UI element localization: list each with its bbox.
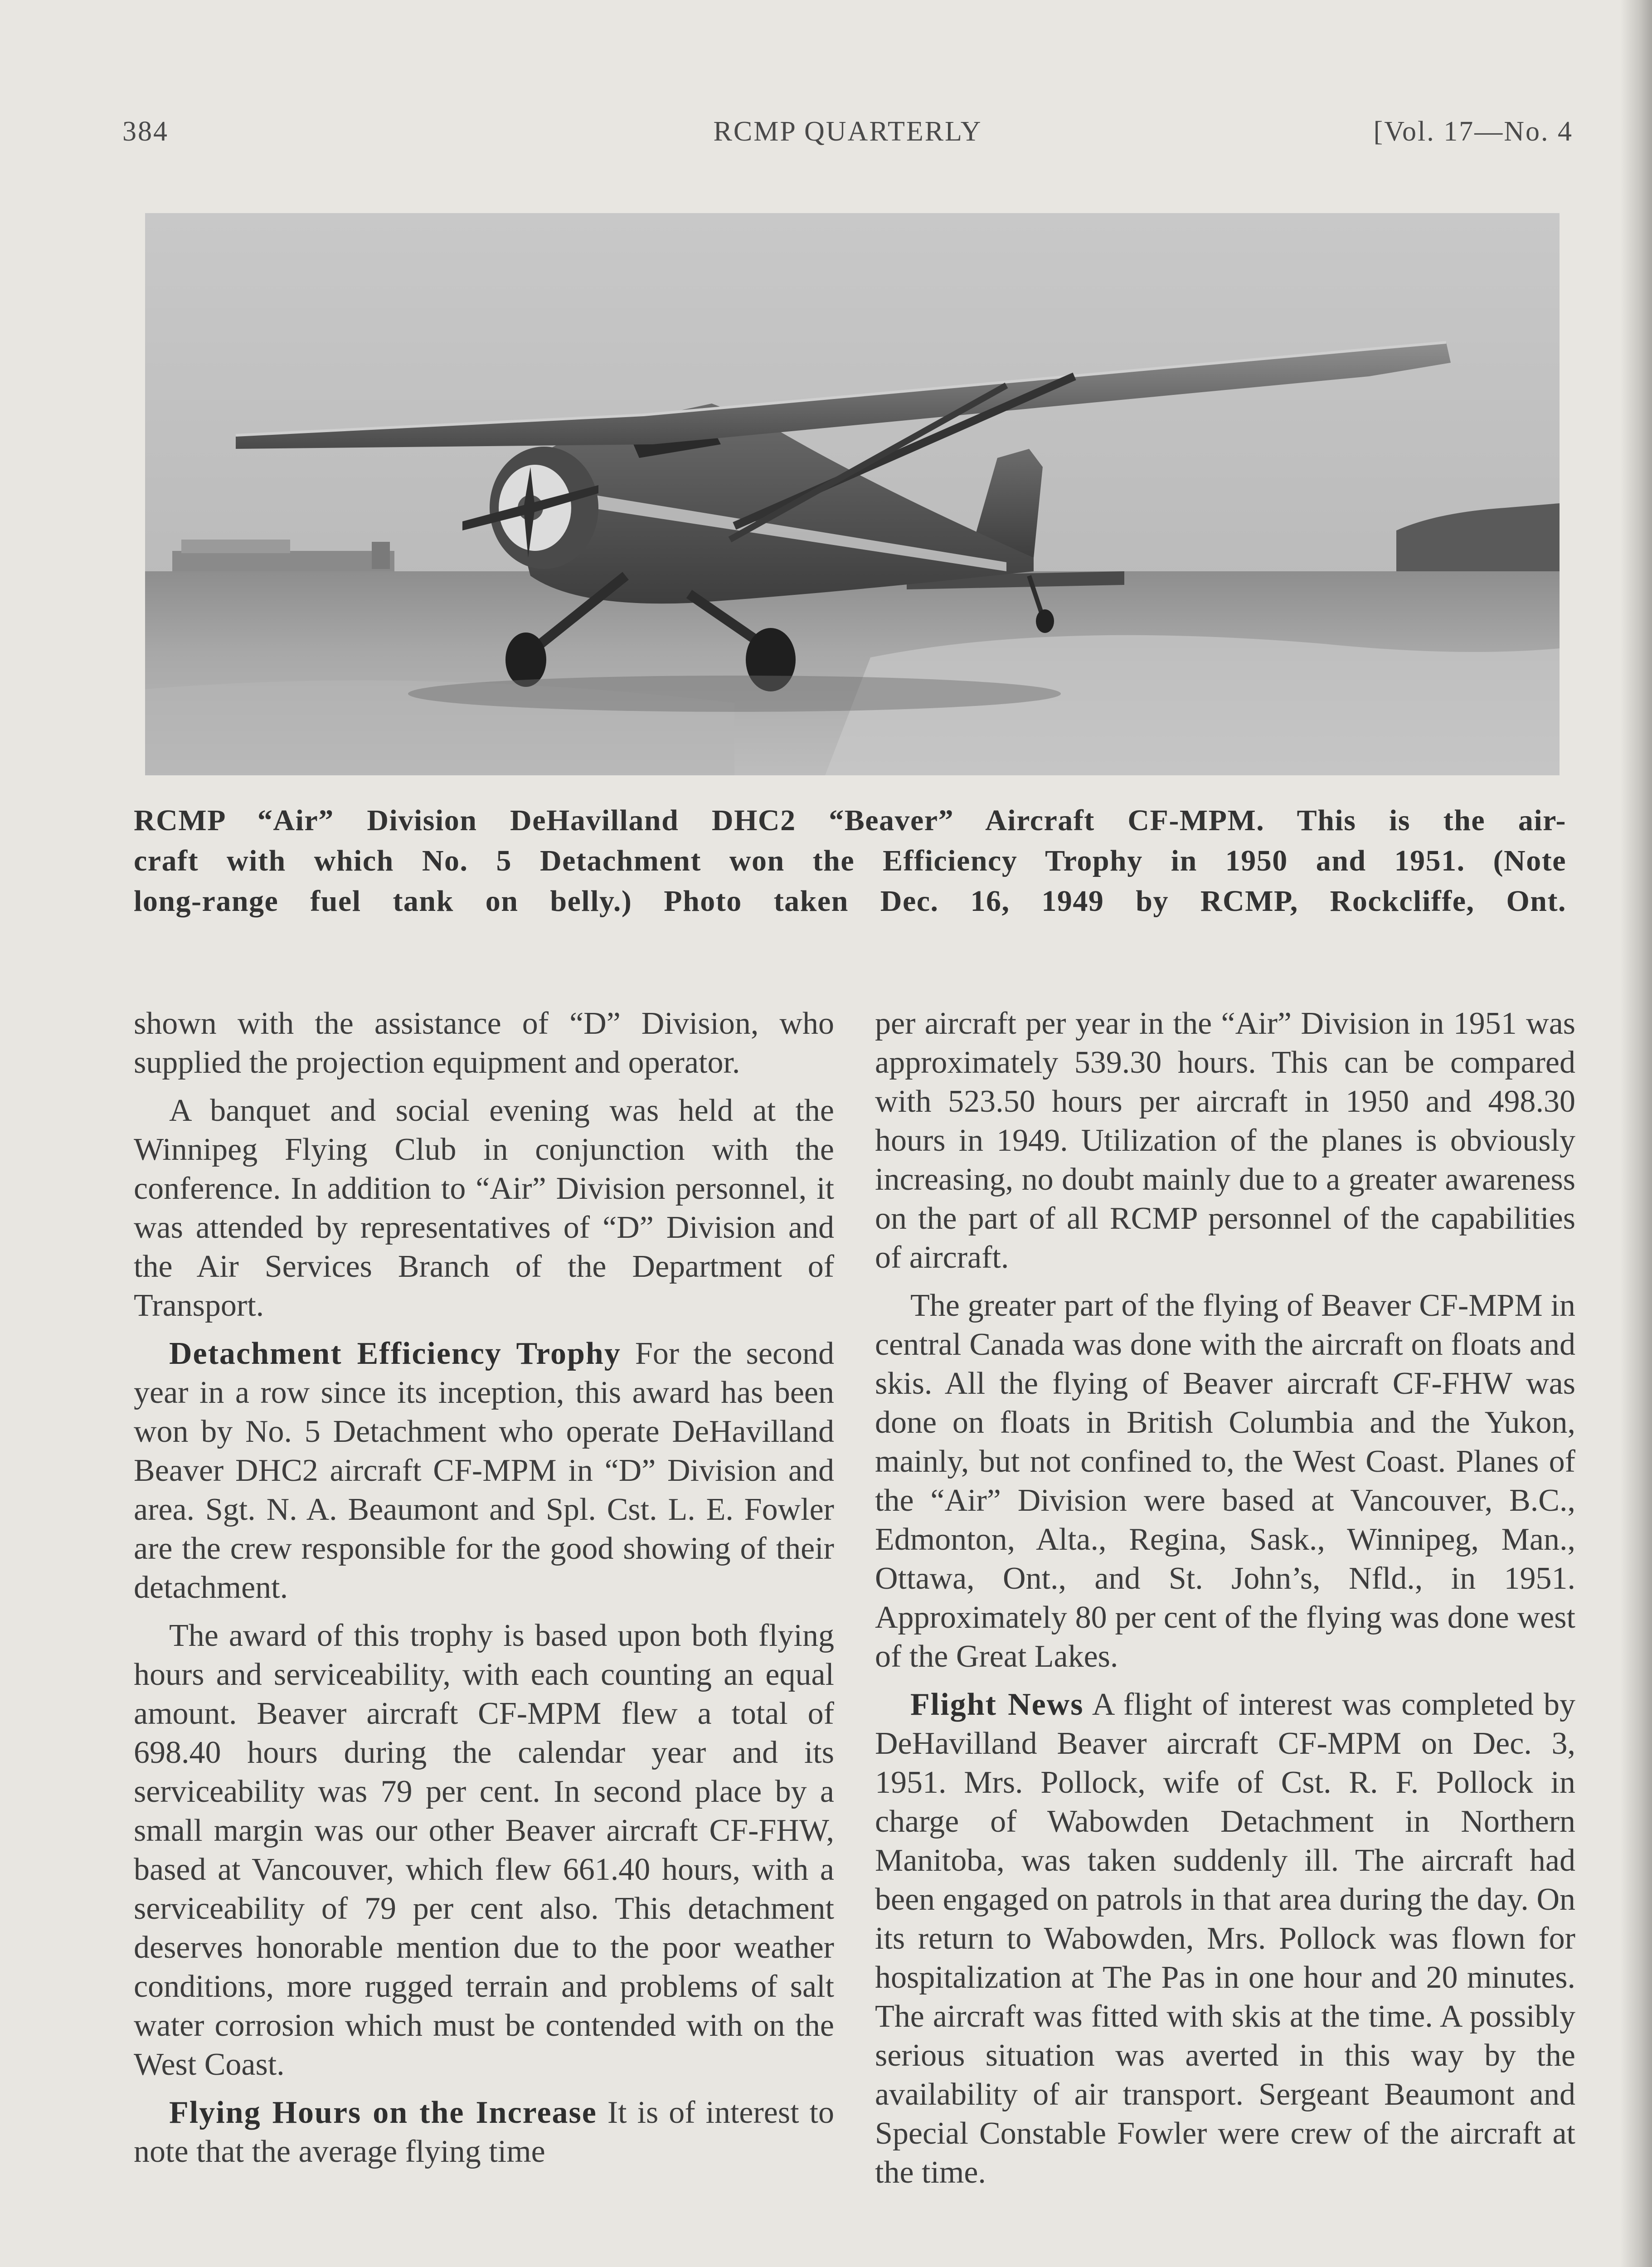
paragraph [134,2093,834,2171]
right-column [875,1004,1575,2201]
aircraft-photo [145,213,1560,775]
paragraph-body: A flight of interest was completed by DeHavilland Beaver aircraft CF-MPM on Dec. 3, 1951. Mrs. Pollock, wife of Cst. R. F. Pollock in charge of Wabowden Detachment in Northern Manitoba, was taken suddenly ill. The aircraft had been engaged on patrols in that area during the day. On its return to Wabowden, Mrs. Pollock was flown for hospitalization at The Pas in one hour and 20 minutes. The aircraft was fitted with skis at the time. A possibly serious situation was averted in this way by the availability of air transport. Sergeant Beaumont and Special Constable Fowler were crew of the aircraft at the time. [875,1687,1576,2190]
section-heading: Detachment Efficiency Trophy [169,1336,621,1371]
paragraph [875,1685,1575,2192]
running-header [122,116,1573,156]
paragraph-body: For the second year in a row since its inception, this award has been won by No. 5 Detachment who operate DeHavilland Beaver DHC2 aircraft CF-MPM in “D” Division and area. Sgt. N. A. Beaumont and Spl. Cst. L. E. Fowler are the crew responsible for the good showing of their detachment. [134,1336,835,1605]
page-number: 384 [122,116,169,147]
paragraph: shown with the assistance of “D” Division, who supplied the projection equipment and operator. [134,1006,834,1080]
volume-number: [Vol. 17—No. 4 [1373,116,1573,147]
page-edge-shadow [1620,0,1652,2267]
caption-line: long-range fuel tank on belly.) Photo taken Dec. 16, 1949 by RCMP, Rockcliffe, Ont. [134,885,1566,918]
paragraph [134,1334,834,1607]
left-column [134,1004,834,2180]
publication-title: RCMP QUARTERLY [713,116,982,147]
section-heading: Flight News [910,1687,1084,1722]
paragraph: A banquet and social evening was held at the Winnipeg Flying Club in conjunction with the conference. In addition to “Air” Division personnel, it was attended by representatives of “D” Division and the Air Services Branch of the Department of Transport. [134,1093,834,1323]
section-heading: Flying Hours on the Increase [169,2095,597,2130]
paragraph-body: It is of interest to note that the average flying time [134,2095,834,2169]
paragraph: The greater part of the flying of Beaver CF-MPM in central Canada was done with the aircraft on floats and skis. All the flying of Beaver aircraft CF-FHW was done on floats in British Columbia and the Yukon, mainly, but not confined to, the West Coast. Planes of the “Air” Division were based at Vancouver, B.C., Edmonton, Alta., Regina, Sask., Winnipeg, Man., Ottawa, Ont., and St. John’s, Nfld., in 1951. Approximately 80 per cent of the flying was done west of the Great Lakes. [875,1288,1575,1674]
paragraph: per aircraft per year in the “Air” Division in 1951 was approximately 539.30 hours. This can be compared with 523.50 hours per aircraft in 1950 and 498.30 hours in 1949. Utilization of the planes is obviously increasing, no doubt mainly due to a greater awareness on the part of all RCMP personnel of the capabilities of aircraft. [875,1006,1575,1275]
paragraph: The award of this trophy is based upon both flying hours and serviceability, with each counting an equal amount. Beaver aircraft CF-MPM flew a total of 698.40 hours during the calendar year and its serviceability was 79 per cent. In second place by a small margin was our other Beaver aircraft CF-FHW, based at Vancouver, which flew 661.40 hours, with a serviceability of 79 per cent also. This detachment deserves honorable mention due to the poor weather conditions, more rugged terrain and problems of salt water corrosion which must be contended with on the West Coast. [134,1618,834,2082]
caption-line: RCMP “Air” Division DeHavilland DHC2 “Beaver” Aircraft CF-MPM. This is the air- [134,804,1566,837]
caption-line: craft with which No. 5 Detachment won the Efficiency Trophy in 1950 and 1951. (Note [134,844,1566,877]
photo-caption [134,800,1566,921]
